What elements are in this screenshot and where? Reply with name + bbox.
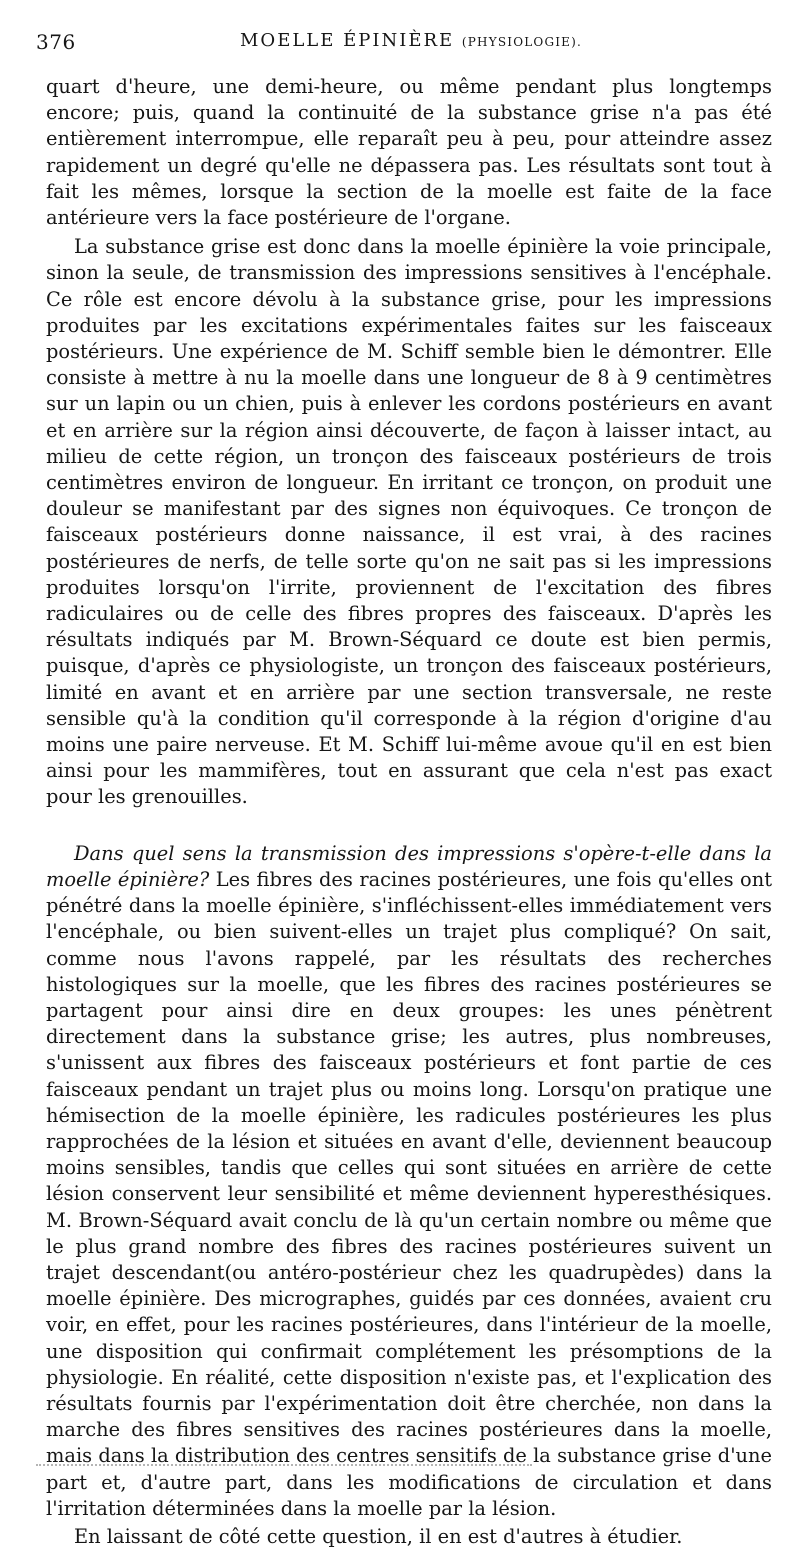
paragraph-lead-question: Dans quel sens la transmission des impressions s'opère-t-elle dans la moelle épinière? — [46, 841, 772, 891]
page-header — [0, 30, 800, 60]
running-section: (PHYSIOLOGIE). — [461, 35, 583, 49]
paragraph-closing: En laissant de côté cette question, il en est d'autres à étudier. — [74, 1524, 683, 1548]
paragraph-grey-substance: La substance grise est donc dans la moelle épinière la voie principale, sinon la seule, de transmission des impressions sensitives à l'encéphale. Ce rôle est encore dévolu à la substance grise, pour les impressions produites par les excitations expérimentales faites sur les faisceaux postérieurs. Une expérience de M. Schiff semble bien le démontrer. Elle consiste à mettre à nu la moelle dans une longueur de 8 à 9 centimètres sur un lapin ou un chien, puis à enlever les cordons postérieurs en avant et en arrière sur la région ainsi découverte, de façon à laisser intact, au milieu de cette région, un tronçon des faisceaux postérieurs de trois centimètres environ de longueur. En irritant ce tronçon, on produit une douleur se manifestant par des signes non équivoques. Ce tronçon de faisceaux postérieurs donne naissance, il est vrai, à des racines postérieures de nerfs, de telle sorte qu'on ne sait pas si les impressions produites lorsqu'on l'irrite, proviennent de l'excitation des fibres radiculaires ou de celle des fibres propres des faisceaux. D'après les résultats indiqués par M. Brown-Séquard ce doute est bien permis, puisque, d'après ce physiologiste, un tronçon des faisceaux postérieurs, limité en avant et en arrière par une section transversale, ne reste sensible qu'à la condition qu'il corresponde à la région d'origine d'au moins une paire nerveuse. Et M. Schiff lui-même avoue qu'il en est bien ainsi pour les mammifères, tout en assurant que cela n'est pas exact pour les grenouilles. — [46, 235, 772, 809]
running-title: MOELLE ÉPINIÈRE — [240, 30, 455, 51]
page-number: 376 — [36, 30, 76, 54]
paragraph-transmission-body: Les fibres des racines postérieures, une fois qu'elles ont pénétré dans la moelle épinière, s'infléchissent-elles immédiatement vers l'encéphale, ou bien suivent-elles un trajet plus compliqué? On sait, comme nous l'avons rappelé, par les résultats des recherches histologiques sur la moelle, que les fibres des racines postérieures se partagent pour ainsi dire en deux groupes: les unes pénètrent directement dans la substance grise; les autres, plus nombreuses, s'unissent aux fibres des faisceaux postérieurs et font partie de ces faisceaux pendant un trajet plus ou moins long. Lorsqu'on pratique une hémisection de la moelle épinière, les radicules postérieures les plus rapprochées de la lésion et situées en avant d'elle, deviennent beaucoup moins sensibles, tandis que celles qui sont situées en arrière de cette lésion conservent leur sensibilité et même deviennent hyperesthésiques. M. Brown-Séquard avait conclu de là qu'un certain nombre ou même que le plus grand nombre des fibres des racines postérieures suivent un trajet descendant(ou antéro-postérieur chez les quadrupèdes) dans la moelle épinière. Des micrographes, guidés par ces données, avaient cru voir, en effet, pour les racines postérieures, dans l'intérieur de la moelle, une disposition qui confirmait complétement les présomptions de la physiologie. En réalité, cette disposition n'existe pas, et l'explication des résultats fournis par l'expérimentation doit être cherchée, non dans la marche des fibres sensitives des racines postérieures dans la moelle, mais dans la distribution des centres sensitifs de la substance grise d'une part et, d'autre part, dans les modifications de circulation et dans l'irritation déterminées dans la moelle par la lésion. — [46, 867, 772, 1520]
page-body — [46, 74, 772, 1550]
running-head — [240, 30, 582, 51]
paragraph-continuation: quart d'heure, une demi-heure, ou même pendant plus longtemps encore; puis, quand la continuité de la substance grise n'a pas été entièrement interrompue, elle reparaît peu à peu, pour atteindre assez rapidement un degré qu'elle ne dépassera pas. Les résultats sont tout à fait les mêmes, lorsque la section de la moelle est faite de la face antérieure vers la face postérieure de l'organe. — [46, 75, 772, 230]
footer-rule — [36, 1464, 532, 1466]
paragraph-transmission-direction — [46, 841, 772, 1522]
